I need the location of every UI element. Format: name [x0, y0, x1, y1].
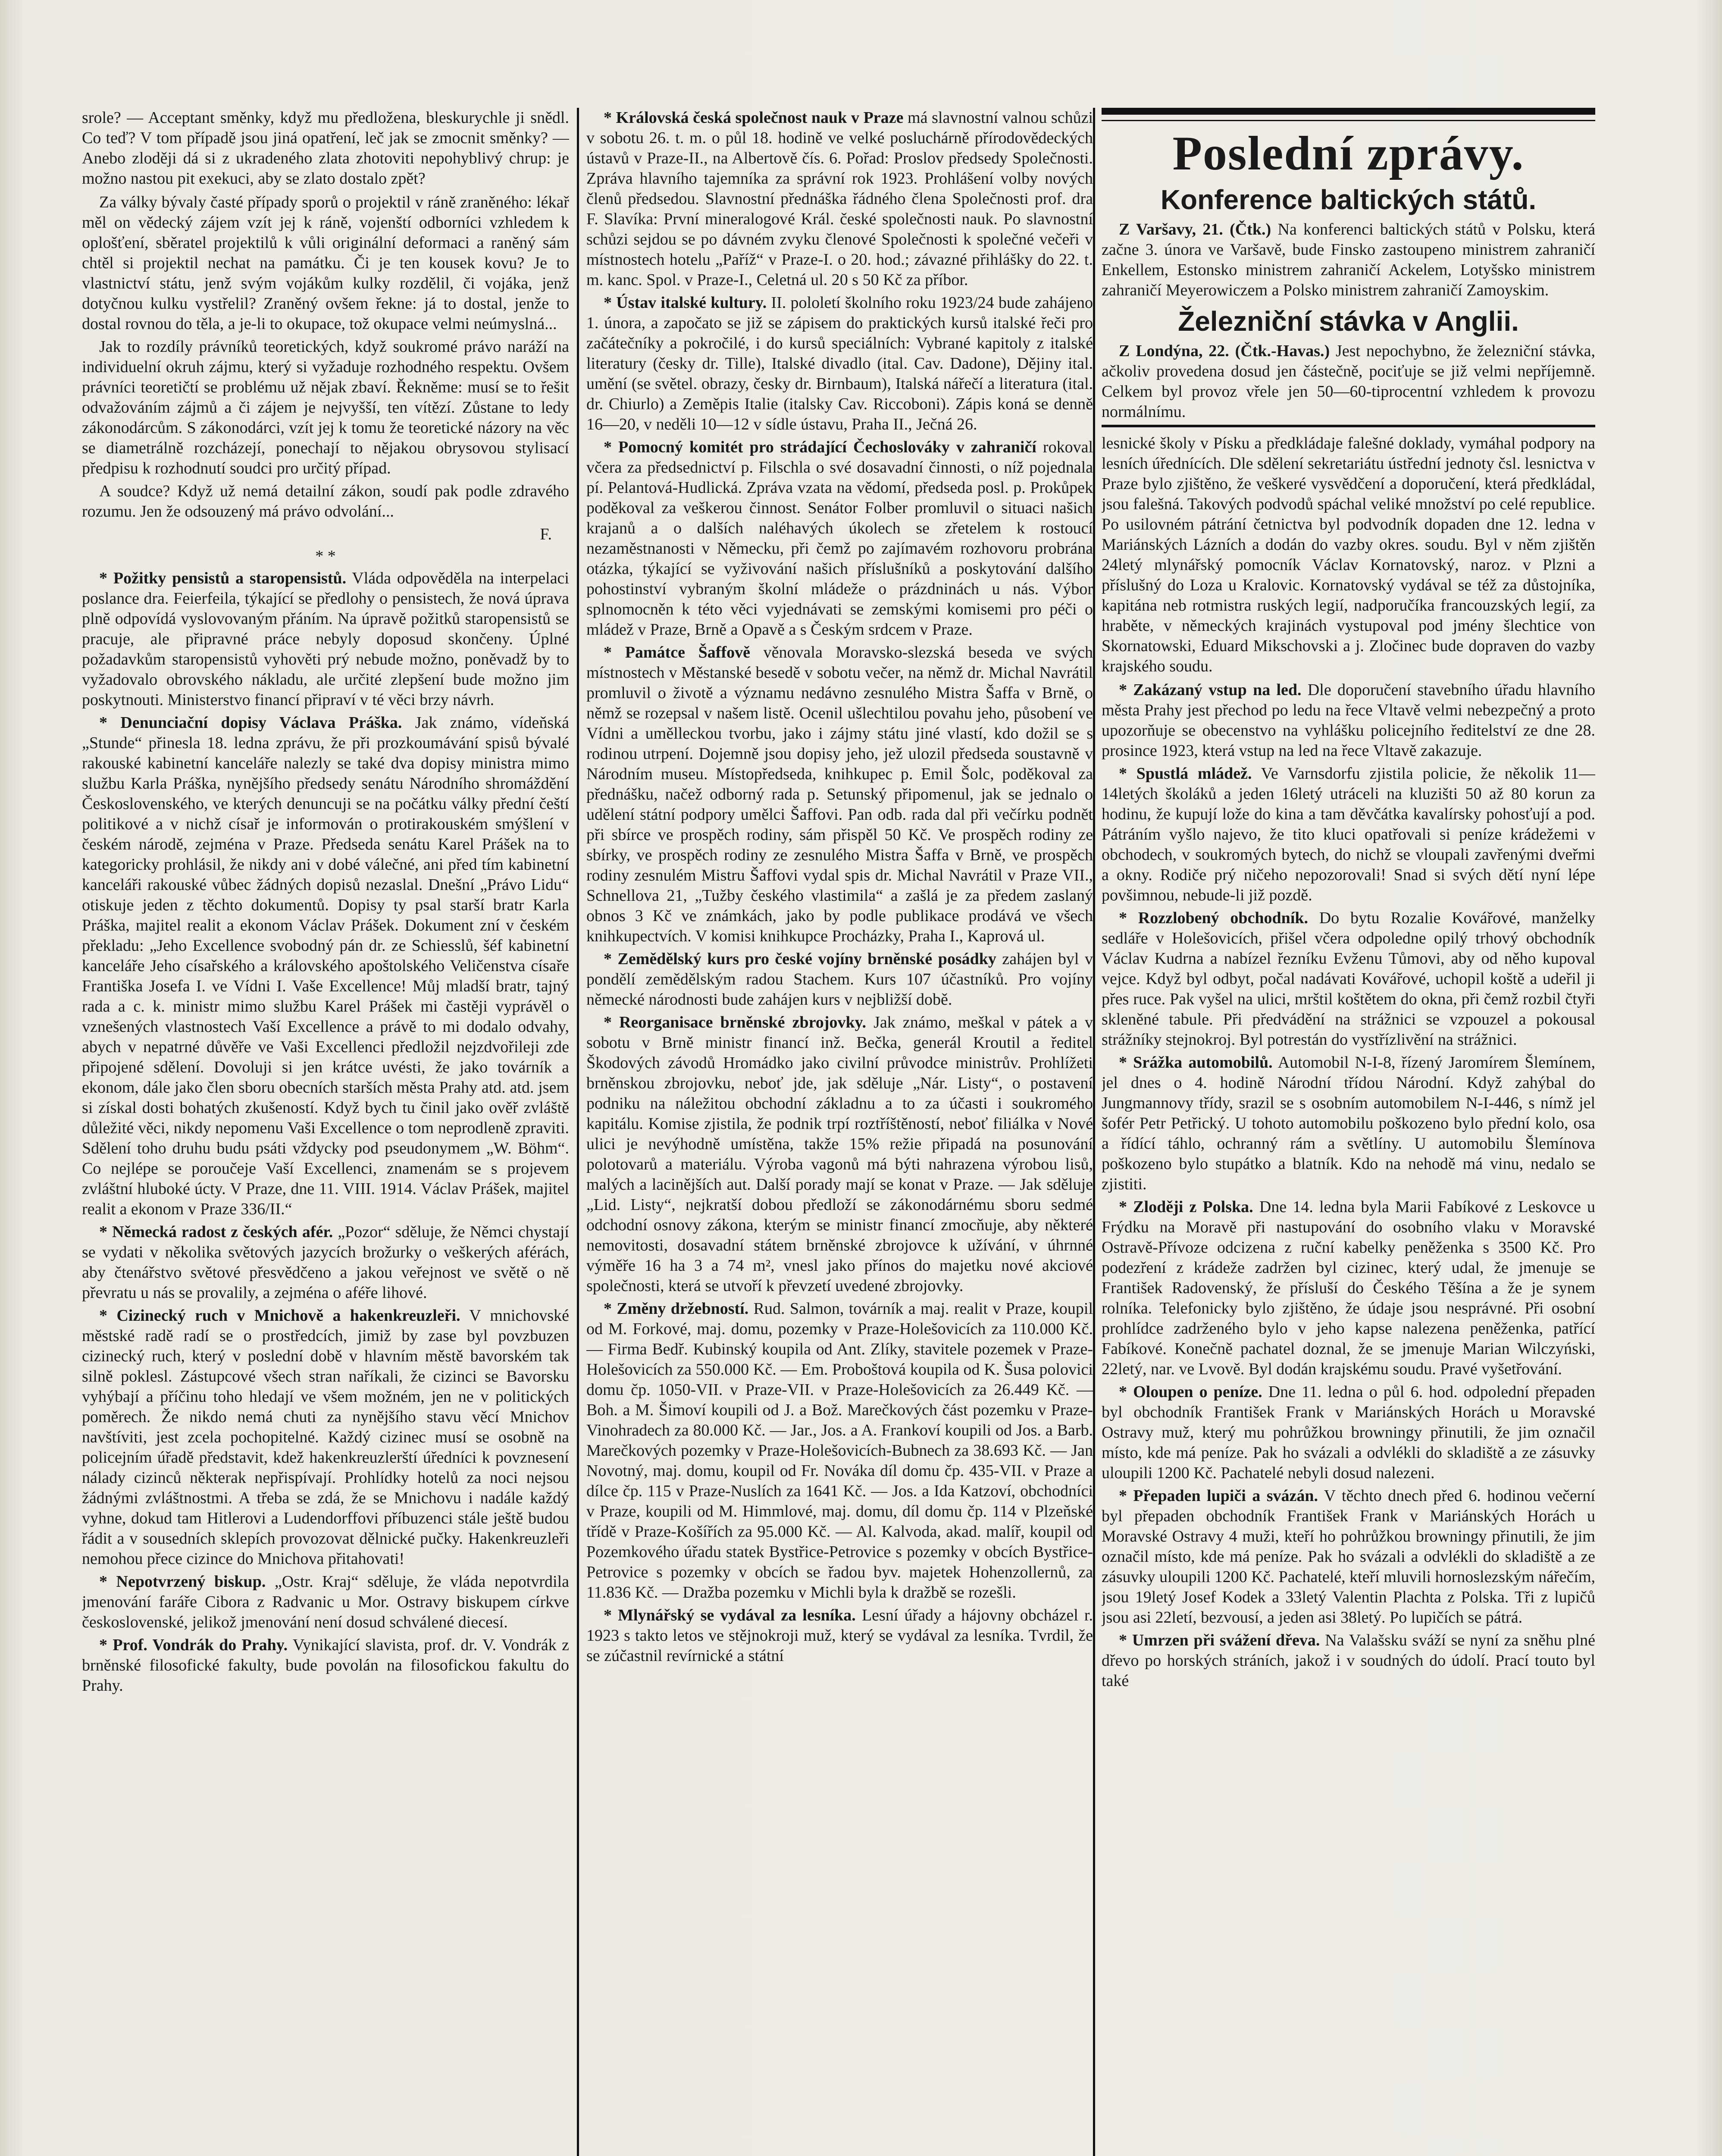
paragraph: Za války bývaly časté případy sporů o projektil v ráně zraněného: lékař měl on vědecký zájem vzít jej k ráně, vojenští odborníci vzhledem k oplošťení, sběratel projektilů k vůli originální deformaci a raněný sám chtěl si projektil nechat na památku. Či je ten kousek kovu? Je to vlastnictví státu, jenž svým vojákům kulky rozdělil, či vojáka, jenž dotyčnou kulku vystřelil? Zraněný ovšem řekne: já to dostal, jenže to dostal rovnou do těla, a je-li to okupace, tož okupace velmi neúmyslná... — [82, 193, 569, 333]
news-item — [1102, 1630, 1595, 1691]
news-headline: * Nepotvrzený biskup. — [99, 1573, 266, 1591]
news-item — [82, 1306, 569, 1569]
latest-news-box — [1102, 108, 1595, 427]
news-headline: * Spustlá mládež. — [1119, 765, 1252, 783]
paragraph: Jak to rozdíly právníků teoretických, když soukromé právo naráží na individuelní okruh zájmu, který si vyžaduje rozhodného respektu. Ovšem právníci teoretičtí se problému už nějak zbaví. Řekněme: musí se to řešit odvažováním zájmů a či zájem je nejvyšší, ten vítězí. Zůstane to ledy zákonodárcům. S zákonodárci, vzít jej k tomu že teoretické názory na věc se diametrálně rozcházejí, ponechají to nějakou obrysovou stylisací předpisu k rozhodnutí soudci pro určitý případ. — [82, 338, 569, 477]
news-item — [586, 949, 1093, 1010]
news-headline: * Pomocný komitét pro strádající Čechoslováky v zahraničí — [604, 438, 1036, 456]
news-text: „Ostr. Kraj“ sděluje, že vláda nepotvrdila jmenování faráře Cibora z Radvanic u Mor. Ostravy biskupem církve československé, jelikož jmenování není dosud schválené diecesí. — [82, 1573, 569, 1631]
news-text: má slavnostní valnou schůzi v sobotu 26. t. m. o půl 18. hodině ve velké posluchárně přírodovědeckých ústavů v Praze-II., na Albertově čís. 6. Pořad: Proslov předsedy Společnosti. Zpráva hlavního tajemníka za správní rok 1923. Prohlášení volby nových členů předsedou. Slavnostní přednáška řádného člena Společnosti prof. dra F. Slavíka: První mineralogové Král. české společnosti nauk. Po slavnostní schůzi sejdou se po dávném zvyku členové Společnosti k společné večeři v místnostech hotelu „Paříž“ v Praze-I. o 20. hod.; závazné přihlášky do 22. t. m. kanc. Spol. v Praze-I., Celetná ul. 20 s 50 Kč za příbor. — [586, 109, 1093, 289]
news-headline: * Mlynářský se vydával za lesníka. — [604, 1606, 856, 1624]
news-text: rokoval včera za předsednictví p. Filschla o své dosavadní činnosti, o níž pojednala pí. Pelantová-Hudlická. Zpráva vzata na vědomí, předseda posl. p. Prokůpek poděkoval za veškerou činnost. Senátor Folber promluvil o situaci našich krajanů a o dalších naléhavých úkolech se zřetelem k rostoucí nezaměstnanosti v Německu, při čemž po zajímavém rozhovoru probrána otázka, týkající se vyživování našich příslušníků a poskytování dalšího pohostinství vybraným školní mládeže o prázdninách u nás. Výbor splnomocněn k této věci vyjednávati se zemskými komisemi pro péči o mládež v Praze, Brně a Opavě a s Českým srdcem v Praze. — [586, 438, 1093, 639]
news-text: zahájen byl v pondělí zemědělským radou Stachem. Kurs 107 účastníků. Pro vojíny německé národnosti bude zahájen kurs v nejbližší době. — [586, 950, 1093, 1009]
news-item — [586, 293, 1093, 435]
news-headline: * Změny držebností. — [604, 1300, 749, 1318]
news-text: V mnichovské městské radě radí se o prostředcích, jimiž by zase byl povzbuzen cizinecký ruch, který v poslední době v hlavním městě bavorském tak silně poklesl. Zástupcové všech stran naříkali, že cizinci se Bavorsku vyhýbají a příčinu toho hledají ve všem možném, jen ne v politických poměrech. Že nikdo nemá chuti za nynějšího stavu věcí Mnichov navštíviti, jest zcela pochopitelné. Každý cizinec musí se osobně na policejním úřadě představit, kdež hakenkreuzlerští úředníci k povznesení nálady cizinců některak nepřispívají. Prohlídky hotelů za noci nejsou žádnými zvláštnostmi. A třeba se zdá, že se Mnichovu i nadále každý vyhne, dokud tam Hitlerovi a Ludendorffovi příbuzenci stále ještě budou řádit a v sousedních sklepích provozovat dělnické pučky. Hakenkreuzleři nemohou přece cizince do Mnichova přitahovati! — [82, 1307, 569, 1568]
news-item — [586, 1299, 1093, 1603]
news-item — [586, 1012, 1093, 1296]
news-item — [82, 1572, 569, 1633]
article-fragment: srole? — Acceptant směnky, když mu předložena, bleskurychle ji snědl. Co teď? V tom případě jsou jiná opatření, leč jak se zmocnit směnky? — Anebo zloději dá si z ukradeného zlata zhotoviti nepohyblivý chrup: je možno nastou pit exekuci, aby se zlato dostalo zpět? — [82, 109, 569, 188]
news-text: Automobil N-I-8, řízený Jaromírem Šlemínem, jel dnes o 4. hodině Národní třídou Národní. Když zahýbal do Jungmannovy třídy, srazil se s osobním automobilem N-I-446, s nímž jel šofér Petr Petřický. U tohoto automobilu poškozeno bylo přední kolo, osa a řídící táhlo, ochranný rám a světlíny. U automobilu Šlemínova poškozeno bylo stupátko a blatník. Kdo na nehodě má vinu, nedalo se zjistiti. — [1102, 1053, 1595, 1193]
news-text: Vynikající slavista, prof. dr. V. Vondrák z brněnské filosofické fakulty, bude povolán na filosofickou fakultu do Prahy. — [82, 1636, 569, 1695]
news-text: Rud. Salmon, továrník a maj. realit v Praze, koupil od M. Forkové, maj. domu, pozemky v Praze-Holešovicích za 110.000 Kč. — Firma Bedř. Kubinský koupila od Ant. Zlíky, stavitele pozemek v Praze-Holešovicích za 550.000 Kč. — Em. Proboštová koupila od K. Šusa polovici domu čp. 1050-VII. v Praze-VII. v Praze-Holešovicích za 26.449 Kč. — Boh. a M. Šimoví koupili od J. a Bož. Marečkových část pozemku v Praze-Vinohradech za 80.000 Kč. — Jar., Jos. a A. Frankoví koupili od Jos. a Barb. Marečkových pozemky v Praze-Holešovicích-Bubnech za 38.693 Kč. — Jan Novotný, maj. domu, koupil od Fr. Nováka díl domu čp. 435-VII. v Praze a dílce čp. 115 v Praze-Nuslích za 1641 Kč. — Jos. a Ida Katzoví, obchodníci v Praze, koupili od M. Himmlové, maj. domu, díl domu čp. 114 v Plzeňské třídě v Praze-Košířích za 95.000 Kč. — Al. Kalvoda, akad. malíř, koupil od Pozemkového úřadu statek Bystřice-Petrovice s pozemky v obcích Bystřice-Petrovice s pozemky v obcích se řadou byv. majetek Hohenzollernů, za 11.836 Kč. — Dražba pozemku v Michli byla k dražbě se rozešli. — [586, 1300, 1093, 1601]
news-headline: * Cizinecký ruch v Mnichově a hakenkreuzleři. — [99, 1307, 460, 1325]
column-middle — [586, 108, 1093, 2156]
news-text: Lesní úřady a hájovny obcházel r. 1923 s takto letos ve stějnokroji muž, který se vydával za lesníka. Tvrdil, že se zúčastnil revírnické a státní — [586, 1606, 1093, 1665]
news-text: Vláda odpověděla na interpelaci poslance dra. Feierfeila, týkající se předlohy o pensistech, že nová úprava plně odpovídá vyslovovaným přáním. Na úpravě požitků staropensistů se pracuje, ale připravné práce nebyly doposud skončeny. Úplné požadavkům staropensistů vyhověti prý nebude možno, poněvadž by to vyžadovalo obrovského nákladu, ale určité zlepšení bude možno jim poskytnouti. Ministerstvo financí připraví v té věci brzy návrh. — [82, 569, 569, 709]
box-subheading: Železniční stávka v Anglii. — [1178, 306, 1519, 337]
news-item — [82, 568, 569, 710]
news-text: Jak známo, vídeňská „Stunde“ přinesla 18. ledna zprávu, že při prozkoumávání spisů bývalé rakouské kabinetní kanceláře nalezly se také dva dopisy ministra mimo službu Karla Práška, nynějšího předsedy senátu Národního shromáždění Československého, ve kterých denuncuji se na počátku války přední čeští politikové a v nichž císař je informován o protirakouském smýšlení v českém národě, zejména v Praze. Předseda senátu Karel Prášek na to kategoricky prohlásil, že nikdy ani v dobé válečné, ani před tím kabinetní kanceláři rakouské vůbec žádných dopisů nezaslal. Dnešní „Právo Lidu“ otiskuje jeden z těchto dokumentů. Dopisy ty psal starší bratr Karla Práška, majitel realit a ekonom Václav Prášek. Dokument zní v českém překladu: „Jeho Excellence svobodný pán dr. ze Schiesslů, šéf kabinetní kanceláře Jeho císařského a královského apoštolského Veličenstva císaře Františka Josefa I. ve Vídni I. Vaše Excellence! Můj mladší bratr, tajný rada a c. k. ministr mimo službu Karel Prášek mi častěji vyprávěl o vznešených vlastnostech Vaší Excellence a právě to mi dodalo odvahy, abych v nepatrné důvěře ve Vaši Excellenci předložil nejzdvořileji zde připojené sdělení. Dovoluji si jen krátce uvésti, že jako továrník a ekonom, dále jako člen sboru obecních starších města Prahy atd. atd. jsem si získal dosti bohatých zkušeností. Když bych tu činil jako ověř zvláště důležité věci, nikdy nepomenu Vaši Excellence o tom neprodleně zpraviti. Sdělení toho druhu budu psáti vždycky pod pseudonymem „W. Böhm“. Co nejlépe se poroučeje Vaší Excellenci, znamenám se s projevem zvláštní hluboké úcty. V Praze, dne 11. VIII. 1914. Václav Prášek, majitel realit a ekonom v Praze 336/II.“ — [82, 714, 569, 1218]
news-text: Ve Varnsdorfu zjistila policie, že několik 11—14letých školáků a jeden 16letý utráceli na kluzišti 50 až 80 korun za hodinu, že kupují lože do kina a tam děvčátka kavalírsky pohosťují a pod. Pátráním vyšlo najevo, že tito kluci opatřovali si peníze krádežemi v obchodech, v soukromých bytech, do nichž se vloupali zavřenými dveřmi a okny. Rodiče prý ničeho nepozorovali! Snad si svých dětí nyní lépe povšimnou, nebude-li již pozdě. — [1102, 765, 1595, 904]
news-headline: * Oloupen o peníze. — [1119, 1383, 1262, 1401]
news-item — [1102, 1053, 1595, 1194]
news-text: Na Valašsku sváží se nyní za sněhu plné dřevo po horských stráních, jakož i v soudných do údolí. Prací touto byl také — [1102, 1631, 1595, 1690]
news-headline: * Královská česká společnost nauk v Praze — [604, 109, 904, 127]
news-headline: * Umrzen při svážení dřeva. — [1119, 1631, 1320, 1649]
news-item — [1102, 764, 1595, 906]
column-divider — [577, 108, 579, 2156]
news-headline: * Zloději z Polska. — [1119, 1198, 1253, 1216]
author-signature: F. — [540, 525, 552, 543]
news-item — [82, 1222, 569, 1303]
news-headline: * Zakázaný vstup na led. — [1119, 681, 1302, 699]
box-rule — [1102, 120, 1595, 121]
news-item — [1102, 1197, 1595, 1379]
news-item — [586, 1605, 1093, 1666]
news-item — [82, 713, 569, 1219]
news-item — [1102, 1486, 1595, 1628]
news-item — [1102, 908, 1595, 1050]
news-headline: * Německá radost z českých afér. — [99, 1223, 333, 1241]
news-text: Dle doporučení stavebního úřadu hlavního města Prahy jest přechod po ledu na řece Vltavě velmi nebezpečný a proto upozorňuje se obecenstvo na vyhlášku policejního ředitelství ze dne 28. prosince 1923, která vstup na led na řece Vltavě zakazuje. — [1102, 681, 1595, 760]
news-text: „Pozor“ sděluje, že Němci chystají se vydati v několika světových jazycích brožurky o veškerých aférách, aby čtenářstvo světové přesvědčeno a jakou veřejnost ve světě o ně převratu u nás se provalily, a zejména o aféře lihové. — [82, 1223, 569, 1302]
news-item — [586, 108, 1093, 290]
column-right — [1102, 108, 1595, 2156]
box-text: Jest nepochybno, že železniční stávka, ačkoliv provedena dosud jen částečně, pociťuje se již velmi nepříjemně. Celkem byl provoz vřele jen 50—60-tiprocentní vzhledem k provozu normálnímu. — [1102, 342, 1595, 421]
news-item — [586, 642, 1093, 946]
news-headline: * Zemědělský kurs pro české vojíny brněnské posádky — [604, 950, 996, 968]
news-headline: * Požitky pensistů a staropensistů. — [99, 569, 347, 587]
news-headline: * Reorganisace brněnské zbrojovky. — [604, 1013, 866, 1031]
news-headline: * Rozzlobený obchodník. — [1119, 909, 1309, 927]
article-continuation: lesnické školy v Písku a předkládaje falešné doklady, vymáhal podpory na lesních úřednících. Dle sdělení sekretariátu ústřední jednoty čsl. lesnictva v Praze bylo zjištěno, že veškeré vysvědčení a doporučení, která předkládal, jsou falešná. Takových podvodů spáchal veliké množství po celé republice. Po usilovném pátrání četnictva byl podvodník dopaden dne 12. ledna v Mariánských Lázních a dodán do vazby okres. soudu. Byl v něm zjištěn 24letý mlynářský pomocník Václav Kornatovský, naroz. v Plzni a příslušný do Loza u Kralovic. Kornatovský vydával se též za důstojníka, kapitána neb rotmistra ruských legií, nadporučíka francouzských legií, za hraběte, v německých krajinách vystupoval pod jmény šlechtice von Skornatowski, Eduard Mikschovski a j. Zločinec bude dopraven do vazby krajského soudu. — [1102, 434, 1595, 675]
news-headline: * Ústav italské kultury. — [604, 294, 767, 312]
box-subheading: Konference baltických států. — [1160, 184, 1537, 215]
news-headline: * Prof. Vondrák do Prahy. — [99, 1636, 288, 1654]
news-text: Dne 14. ledna byla Marii Fabíkové z Leskovce u Frýdku na Moravě při nastupování do osobního vlaku v Moravské Ostravě-Přívoze odcizena z ruční kabelky peněženka s 3500 Kč. Pro podezření z krádeže zadržen byl cizinec, který udal, že jmenuje se František Radovenský, že přísluší do Českého Těšína a že je synem rolníka. Telefonicky bylo zjištěno, že údaje jsou nesprávné. Při osobní prohlídce zadrženého bylo v jeho kapse nalezena peněženka, patřící Fabíkové. Konečně pachatel doznal, že se jmenuje Marian Wilczyński, 22letý, nar. ve Lvově. Byl dodán krajskému soudu. Pravé vyšetřování. — [1102, 1198, 1595, 1378]
box-paragraph — [1102, 341, 1595, 422]
news-item — [82, 1635, 569, 1696]
box-text: Na konferenci baltických států v Polsku, která začne 3. února ve Varšavě, bude Finsko zastoupeno ministrem zahraničí Enkellem, Estonsko ministrem zahraničí Ackelem, Lotyšsko ministrem zahraničí Meyerowiczem a Polsko ministrem zahraničí Zamoyskim. — [1102, 220, 1595, 299]
news-text: věnovala Moravsko-slezská beseda ve svých místnostech v Městanské besedě v sobotu večer, na němž dr. Michal Navrátil promluvil o životě a významu nedávno zesnulého Mistra Šaffa v Brně, o němž se rozepsal v našem listě. Ocenil ušlechtilou povahu jeho, působení ve Vídni a umělleckou tvorbu, jako i zájmy státu jiné vlastí, kdo dožil se s rodinou utrpení. Dojemně jsou dopisy jeho, jež ulozil předseda soustavně v Národním museu. Místopředseda, knihkupec p. Emil Šolc, poděkoval za přednášku, načež odborný rada p. Setunský připomenul, jak se jednalo o udělení státní podpory umělci Šaffovi. Pan odb. rada dal při večírku podnět při sbírce ve prospěch rodiny, sám přispěl 50 Kč. Ve prospěch rodiny ze sbírky, ve prospěch rodiny ze zesnulého Mistra Šaffa v Brně, ve prospěch rodiny zesnulém Mistru Šaffovi vydal spis dr. Michal Navrátil v Praze VII., Schnellova 21, „Tužby českého vlastimila“ a zašlá je za předem zaslaný obnos 3 Kč ve známkách, jako by podle publikace prodává ve všech knihkupectvích. V komisi knihkupce Procházky, Praha I., Kaprová ul. — [586, 643, 1093, 945]
dateline: Z Varšavy, 21. (Čtk.) — [1119, 220, 1271, 238]
news-item — [1102, 680, 1595, 761]
news-item — [1102, 1382, 1595, 1483]
news-headline: * Památce Šaffově — [604, 643, 750, 661]
news-text: II. pololetí školního roku 1923/24 bude zahájeno 1. února, a započato se již se zápisem do praktických kursů italské řeči pro začátečníky a pokročilé, i do kursů speciálních: Vybrané kapitoly z italské literatury (česky dr. Tille), Italské divadlo (ital. Cav. Dadone), Dějiny ital. umění (se světel. obrazy, česky dr. Birnbaum), Italská nářečí a literatura (ital. dr. Chiurlo) a Zeměpis Italie (italsky Cav. Riccoboni). Zápis koná se denně 16—20, v neděli 10—12 v sídle ústavu, Praha II., Ječná 26. — [586, 294, 1093, 433]
dateline: Z Londýna, 22. (Čtk.-Havas.) — [1119, 342, 1330, 360]
box-paragraph — [1102, 219, 1595, 301]
news-text: Jak známo, meškal v pátek a v sobotu v Brně ministr financí inž. Bečka, generál Kroutil a ředitel Škodových závodů Hromádko jako civilní průvodce ministrův. Prohlížeti brněnskou zbrojovku, neboť jde, jak sděluje „Nár. Listy“, o postavení podniku na náležitou obchodní základnu a to za účasti i soukromého kapitálu. Komise zjistila, že podnik trpí roztříštěností, neboť filiálka v Nové ulici je nevýhodně umístěna, takže 15% režie připadá na posunování polotovarů a materiálu. Výroba vagonů má býti nahrazena výrobou lisů, malých a lacinějších aut. Další porady mají se konat v Praze. — Jak sděluje „Lid. Listy“, nejkratší dobou předloží se zákonodárnému sboru sedmé odchodní osnovy zákona, kterým se ministr financí zmocňuje, aby některé nemovitosti, dosavadní státem brněnské zbrojovce k užívání, v úhrnné výměře 16 ha 3 a 74 m², vnesl jako přínos do majetku nové akciové společnosti, která se utvoří k převzetí uvedené zbrojovky. — [586, 1013, 1093, 1295]
news-text: Do bytu Rozalie Kovářové, manželky sedláře v Holešovicích, přišel včera odpoledne opilý trhový obchodník Václav Kudrna a nabízel řezníku Evženu Tůmovi, aby od něho kupoval vejce. Když byl odbyt, počal nadávati Kovářové, uchopil koště a udeřil ji přes ruce. Pak vyšel na ulici, mrštil koštětem do okna, při čemž rozbil čtyři skleněné tabule. Při předvádění na strážnici se vzpouzel a pokousal strážníky stejnokroj. Byl potrestán do vystřízlivění na strážnici. — [1102, 909, 1595, 1049]
section-separator: * * — [315, 547, 336, 565]
paragraph: A soudce? Když už nemá detailní zákon, soudí pak podle zdravého rozumu. Jen že odsouzený má právo odvolání... — [82, 482, 569, 520]
news-headline: * Srážka automobilů. — [1119, 1053, 1273, 1072]
news-headline: * Přepaden lupiči a svázán. — [1119, 1487, 1318, 1505]
latest-news-title: Poslední zprávy. — [1172, 127, 1525, 180]
column-left — [82, 108, 569, 2156]
news-text: Dne 11. ledna o půl 6. hod. odpolední přepaden byl obchodník František Frank v Mariánských Horách u Moravské Ostravy muž, který mu pohrůžkou browningy přinutili, že jim označil místo, kde má peníze. Pak ho svázali a odvlékli do skladiště a ze zásuvky uloupili 1200 Kč. Pachatelé nebyli dosud nalezeni. — [1102, 1383, 1595, 1482]
news-item — [586, 437, 1093, 640]
column-divider — [1093, 108, 1095, 2156]
news-text: V těchto dnech před 6. hodinou večerní byl přepaden obchodník František Frank v Mariánských Horách u Moravské Ostravy 4 muži, kteří ho pohrůžkou browningy přinutili, že jim označil místo, kde má peníze. Pak ho svázali a odvlékli do skladiště a ze zásuvky uloupili 1200 Kč. Pachatelé, kteří mluvili hornoslezským nářečím, jsou 19letý Josef Kodek a 33letý Valentin Plachta z Polska. Tři z lupičů jsou asi 22letí, bezvousí, a jeden asi 38letý. Po lupičích se pátrá. — [1102, 1487, 1595, 1626]
news-headline: * Denunciační dopisy Václava Práška. — [99, 714, 402, 732]
